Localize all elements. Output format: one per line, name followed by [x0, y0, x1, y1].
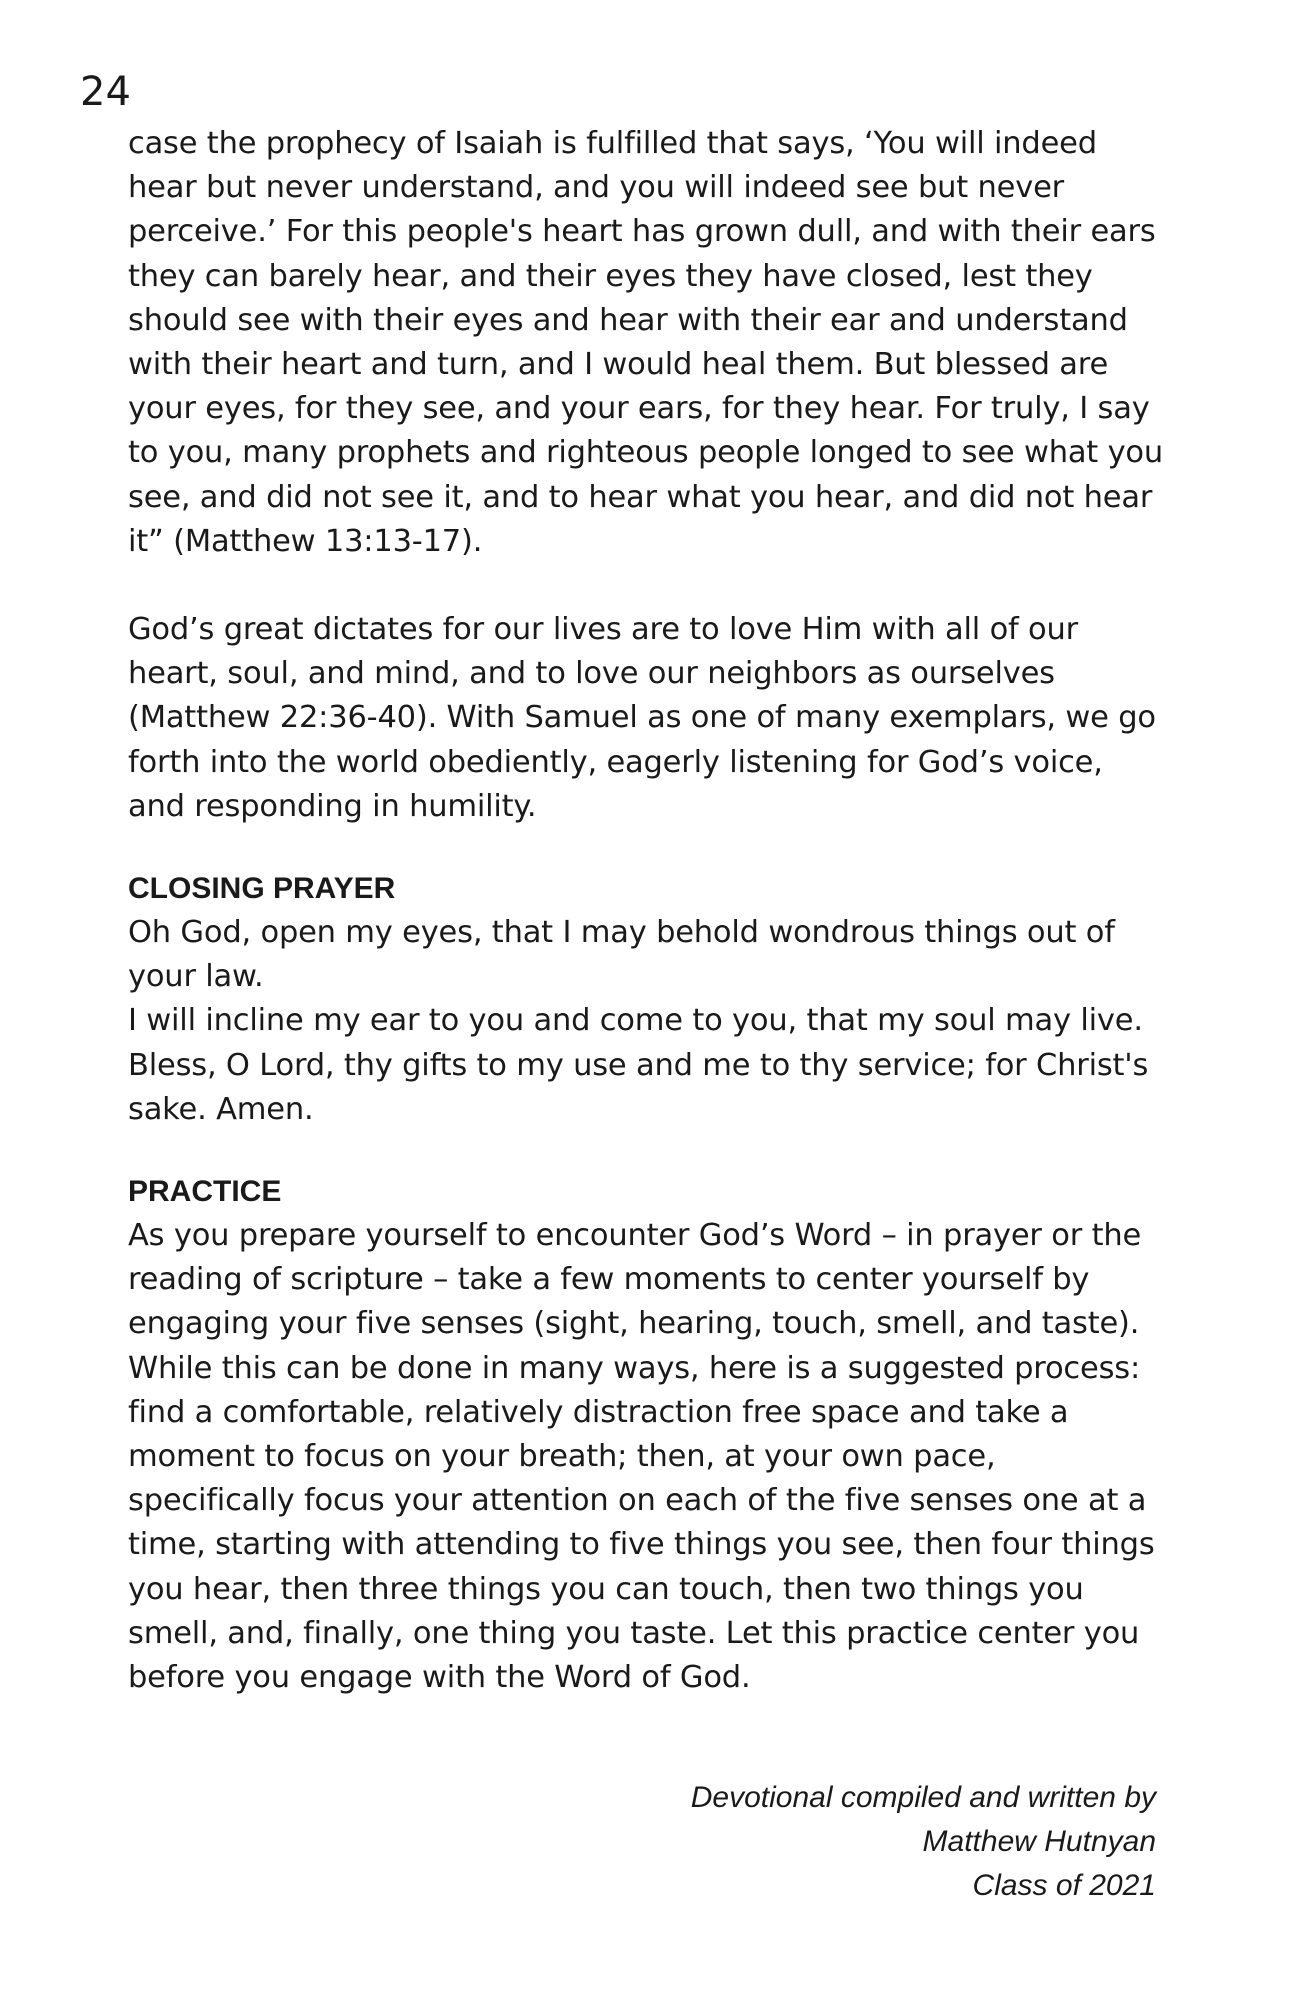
body-paragraph-scripture: case the prophecy of Isaiah is fulfilled that says, ‘You will indeed hear but never understand, and you will indeed see but never perceive.’ For this people's heart has grown dull, and with their ears they can barely hear, and their eyes they have closed, lest they should see with their eyes and hear with their ear and understand with their heart and turn, and I would heal them. But blessed are your eyes, for they see, and your ears, for they hear. For truly, I say to you, many prophets and righteous people longed to see what you see, and did not see it, and to hear what you hear, and did not hear it” (Matthew 13:13-17).: [128, 126, 1164, 559]
spacer: [128, 1132, 1168, 1170]
credit-line: Devotional compiled and written by: [690, 1781, 1156, 1814]
page-number: 24: [80, 69, 131, 115]
spacer: [128, 564, 1168, 608]
practice-text: As you prepare yourself to encounter God’s Word – in prayer or the reading of scripture – take a few moments to center yourself by engaging your five senses (sight, hearing, touch, smell, and taste). While this can be done in many ways, here is a suggested process: find a comfortable, relatively distraction free space and take a moment to focus on your breath; then, at your own pace, specifically focus your attention on each of the five senses one at a time, starting with attending to five things you see, then four things you hear, then three things you can touch, then two things you smell, and, finally, one thing you taste. Let this practice center you before you engage with the Word of God.: [128, 1218, 1155, 1696]
practice-section: [128, 1170, 1168, 1700]
credit-author-name: Matthew Hutnyan: [922, 1825, 1156, 1858]
closing-prayer-heading: CLOSING PRAYER: [128, 872, 396, 906]
practice-heading: PRACTICE: [128, 1175, 282, 1209]
body-paragraph-reflection: God’s great dictates for our lives are to love Him with all of our heart, soul, and mind, and to love our neighbors as ourselves (Matthew 22:36-40). With Samuel as one of many exemplars, we go forth into the world obediently, eagerly listening for God’s voice, and responding in humility.: [128, 612, 1156, 824]
author-credit: [691, 1776, 1156, 1908]
page-content: [128, 122, 1168, 1700]
closing-prayer-section: [128, 867, 1168, 1132]
spacer: [128, 829, 1168, 867]
closing-prayer-line: Bless, O Lord, thy gifts to my use and me to thy service; for Christ's sake. Amen.: [128, 1047, 1149, 1127]
closing-prayer-line: Oh God, open my eyes, that I may behold wondrous things out of your law.: [128, 915, 1115, 995]
credit-class-year: Class of 2021: [972, 1869, 1156, 1902]
closing-prayer-line: I will incline my ear to you and come to you, that my soul may live.: [128, 1003, 1143, 1039]
